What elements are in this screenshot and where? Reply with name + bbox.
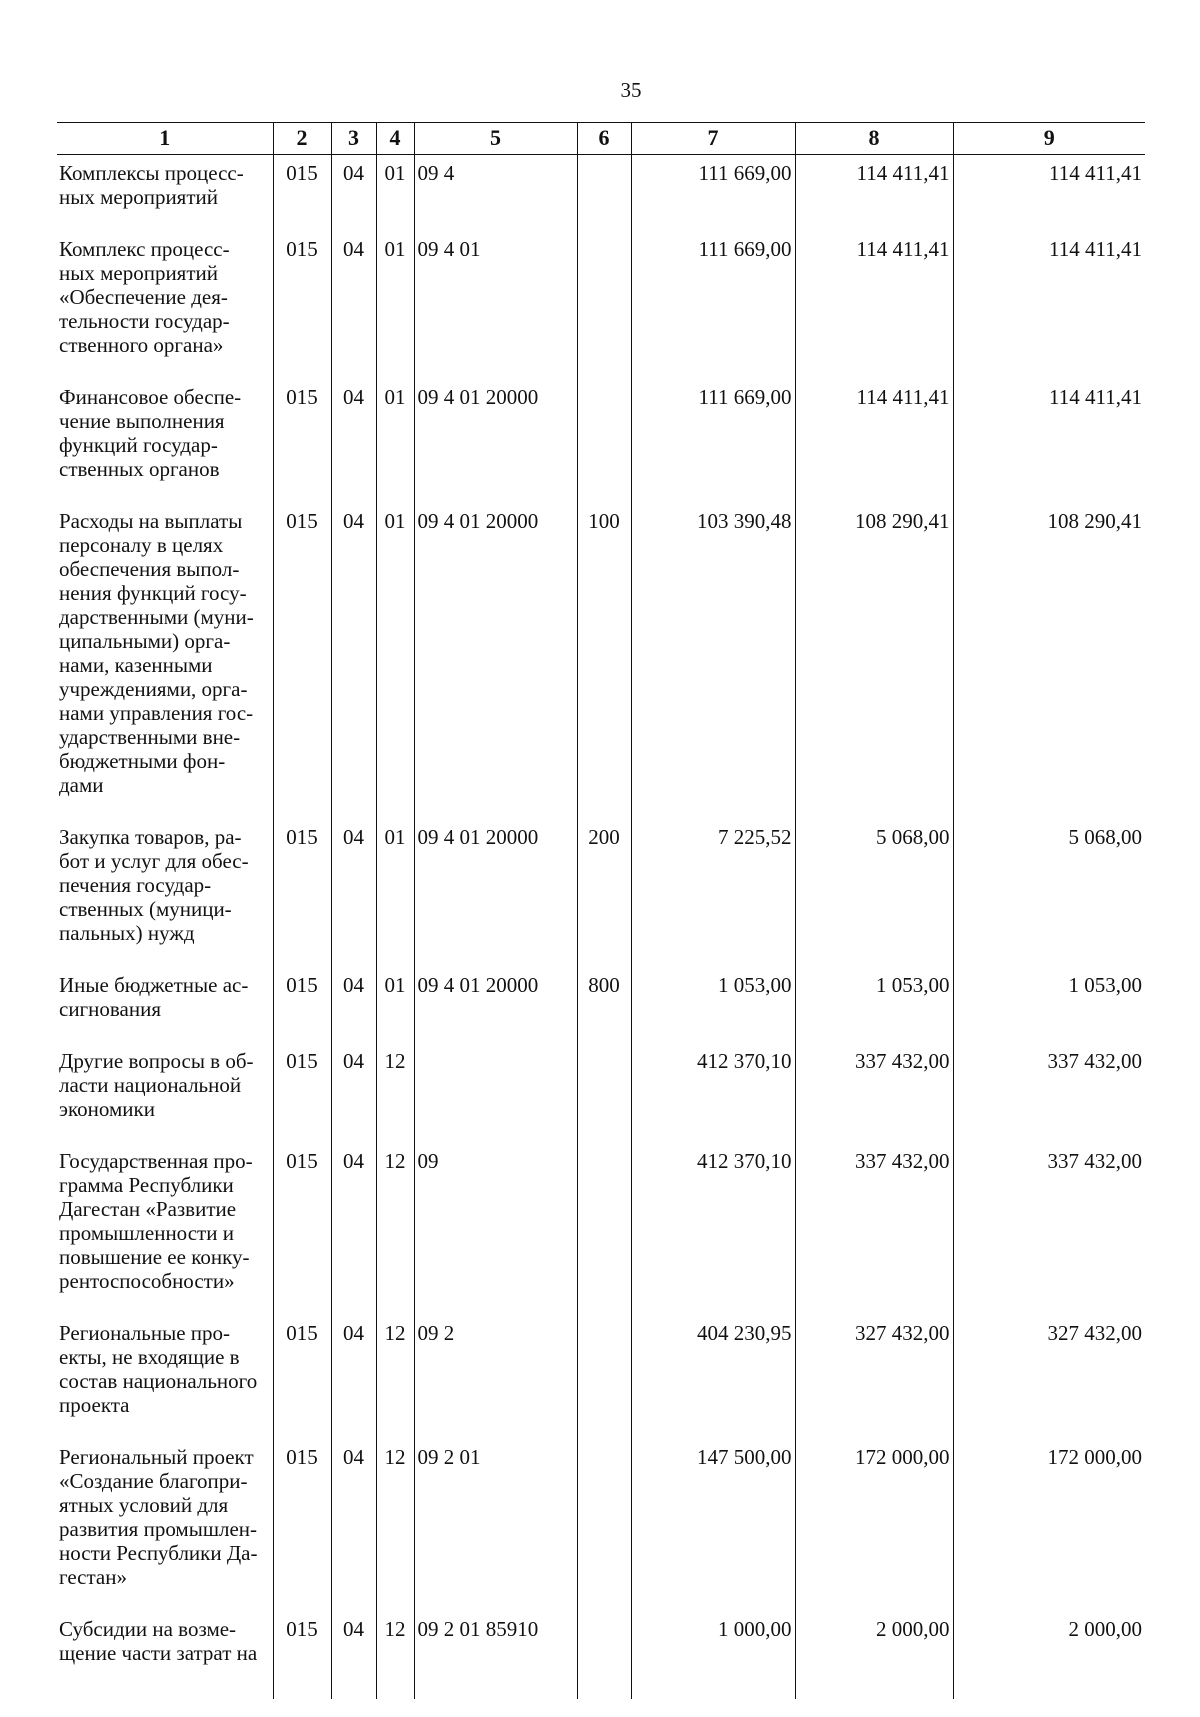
cell-c3: 04 [331, 155, 376, 232]
cell-c5: 09 4 01 [414, 231, 577, 379]
column-header: 6 [577, 123, 631, 155]
column-header: 8 [795, 123, 953, 155]
description-line: развития промышлен- [59, 1517, 258, 1541]
description-line: состав национального [59, 1369, 258, 1393]
cell-c8: 172 000,00 [795, 1439, 953, 1611]
cell-c6 [577, 1611, 631, 1699]
description-line: Комплексы процесс- [59, 161, 244, 185]
table-row [57, 1315, 1145, 1439]
row-description [57, 1439, 273, 1611]
cell-c9: 5 068,00 [953, 819, 1145, 967]
row-description [57, 819, 273, 967]
table-row [57, 503, 1145, 819]
cell-c7: 1 000,00 [631, 1611, 795, 1699]
description-line: бюджетными фон- [59, 749, 226, 773]
cell-c4: 01 [376, 503, 414, 819]
table-row [57, 155, 1145, 232]
cell-c2: 015 [273, 379, 331, 503]
description-line: чение выполнения [59, 409, 225, 433]
description-line: Другие вопросы в об- [59, 1049, 254, 1073]
description-line: ных мероприятий [59, 185, 218, 209]
description-line: нами управления гос- [59, 701, 254, 725]
table-body [57, 155, 1145, 1700]
description-line: «Создание благопри- [59, 1469, 248, 1493]
description-line: нения функций госу- [59, 581, 247, 605]
cell-c5: 09 2 01 [414, 1439, 577, 1611]
page-number: 35 [620, 78, 642, 102]
description-line: ственного органа» [59, 333, 224, 357]
description-line: тельности государ- [59, 309, 230, 333]
description-line: екты, не входящие в [59, 1345, 240, 1369]
description-line: обеспечения выпол- [59, 557, 240, 581]
cell-c7: 103 390,48 [631, 503, 795, 819]
cell-c5: 09 4 01 20000 [414, 967, 577, 1043]
cell-c3: 04 [331, 819, 376, 967]
description-line: Региональный проект [59, 1445, 254, 1469]
column-header: 2 [273, 123, 331, 155]
cell-c2: 015 [273, 967, 331, 1043]
row-description [57, 1315, 273, 1439]
description-line: «Обеспечение дея- [59, 285, 228, 309]
row-description [57, 503, 273, 819]
description-line: Иные бюджетные ас- [59, 973, 249, 997]
table-row [57, 819, 1145, 967]
cell-c5: 09 4 01 20000 [414, 819, 577, 967]
description-line: Комплекс процесс- [59, 237, 230, 261]
description-line: Государственная про- [59, 1149, 253, 1173]
description-line: ласти национальной [59, 1073, 242, 1097]
cell-c4: 01 [376, 231, 414, 379]
description-line: дами [59, 773, 104, 797]
cell-c7: 7 225,52 [631, 819, 795, 967]
cell-c2: 015 [273, 1439, 331, 1611]
cell-c3: 04 [331, 967, 376, 1043]
description-line: функций государ- [59, 433, 218, 457]
description-line: нами, казенными [59, 653, 213, 677]
description-line: ципальными) орга- [59, 629, 231, 653]
description-line: учреждениями, орга- [59, 677, 248, 701]
cell-c4: 12 [376, 1439, 414, 1611]
cell-c9: 2 000,00 [953, 1611, 1145, 1699]
description-line: экономики [59, 1097, 155, 1121]
cell-c9: 114 411,41 [953, 379, 1145, 503]
cell-c9: 108 290,41 [953, 503, 1145, 819]
cell-c4: 01 [376, 379, 414, 503]
cell-c7: 404 230,95 [631, 1315, 795, 1439]
column-header: 3 [331, 123, 376, 155]
description-line: грамма Республики [59, 1173, 234, 1197]
table-row [57, 1043, 1145, 1143]
cell-c9: 114 411,41 [953, 155, 1145, 232]
description-line: ударственными вне- [59, 725, 241, 749]
cell-c2: 015 [273, 1611, 331, 1699]
row-description [57, 379, 273, 503]
cell-c5 [414, 1043, 577, 1143]
description-line: рентоспособности» [59, 1269, 235, 1293]
cell-c8: 337 432,00 [795, 1143, 953, 1315]
row-description [57, 1611, 273, 1699]
cell-c7: 1 053,00 [631, 967, 795, 1043]
row-description [57, 1143, 273, 1315]
cell-c8: 114 411,41 [795, 155, 953, 232]
cell-c2: 015 [273, 1043, 331, 1143]
cell-c2: 015 [273, 155, 331, 232]
cell-c7: 111 669,00 [631, 379, 795, 503]
cell-c6 [577, 1439, 631, 1611]
cell-c8: 1 053,00 [795, 967, 953, 1043]
column-header: 7 [631, 123, 795, 155]
cell-c4: 12 [376, 1611, 414, 1699]
description-line: дарственными (муни- [59, 605, 254, 629]
column-header: 4 [376, 123, 414, 155]
cell-c7: 412 370,10 [631, 1143, 795, 1315]
cell-c9: 1 053,00 [953, 967, 1145, 1043]
cell-c7: 111 669,00 [631, 231, 795, 379]
cell-c6 [577, 231, 631, 379]
cell-c5: 09 4 01 20000 [414, 503, 577, 819]
budget-table [57, 122, 1145, 1699]
cell-c5: 09 2 [414, 1315, 577, 1439]
description-line: Закупка товаров, ра- [59, 825, 242, 849]
cell-c3: 04 [331, 1143, 376, 1315]
cell-c8: 114 411,41 [795, 231, 953, 379]
description-line: щение части затрат на [59, 1641, 258, 1665]
cell-c8: 114 411,41 [795, 379, 953, 503]
cell-c3: 04 [331, 231, 376, 379]
cell-c9: 337 432,00 [953, 1043, 1145, 1143]
description-line: промышленности и [59, 1221, 234, 1245]
cell-c4: 12 [376, 1143, 414, 1315]
row-description [57, 155, 273, 232]
cell-c8: 337 432,00 [795, 1043, 953, 1143]
description-line: Дагестан «Развитие [59, 1197, 237, 1221]
description-line: сигнования [59, 997, 162, 1021]
cell-c8: 327 432,00 [795, 1315, 953, 1439]
cell-c3: 04 [331, 503, 376, 819]
column-header: 9 [953, 123, 1145, 155]
cell-c4: 01 [376, 967, 414, 1043]
table-row [57, 1439, 1145, 1611]
cell-c8: 2 000,00 [795, 1611, 953, 1699]
cell-c2: 015 [273, 819, 331, 967]
cell-c3: 04 [331, 1043, 376, 1143]
description-line: ятных условий для [59, 1493, 229, 1517]
cell-c2: 015 [273, 1143, 331, 1315]
cell-c7: 111 669,00 [631, 155, 795, 232]
cell-c2: 015 [273, 503, 331, 819]
cell-c7: 412 370,10 [631, 1043, 795, 1143]
cell-c6 [577, 1315, 631, 1439]
cell-c3: 04 [331, 1315, 376, 1439]
cell-c8: 5 068,00 [795, 819, 953, 967]
row-description [57, 1043, 273, 1143]
row-description [57, 967, 273, 1043]
table-row [57, 1143, 1145, 1315]
cell-c6 [577, 155, 631, 232]
cell-c6: 800 [577, 967, 631, 1043]
cell-c5: 09 4 01 20000 [414, 379, 577, 503]
description-line: ственных органов [59, 457, 220, 481]
description-line: ных мероприятий [59, 261, 218, 285]
cell-c6 [577, 379, 631, 503]
cell-c5: 09 4 [414, 155, 577, 232]
cell-c6: 200 [577, 819, 631, 967]
cell-c5: 09 [414, 1143, 577, 1315]
cell-c4: 01 [376, 819, 414, 967]
description-line: гестан» [59, 1565, 127, 1589]
cell-c3: 04 [331, 379, 376, 503]
cell-c3: 04 [331, 1439, 376, 1611]
description-line: Субсидии на возме- [59, 1617, 237, 1641]
cell-c6 [577, 1043, 631, 1143]
description-line: печения государ- [59, 873, 212, 897]
cell-c6: 100 [577, 503, 631, 819]
description-line: повышение ее конку- [59, 1245, 250, 1269]
column-header: 5 [414, 123, 577, 155]
description-line: Расходы на выплаты [59, 509, 243, 533]
description-line: ственных (муници- [59, 897, 232, 921]
description-line: проекта [59, 1393, 130, 1417]
description-line: Финансовое обеспе- [59, 385, 242, 409]
cell-c2: 015 [273, 231, 331, 379]
description-line: ности Республики Да- [59, 1541, 258, 1565]
column-header: 1 [57, 123, 273, 155]
cell-c9: 327 432,00 [953, 1315, 1145, 1439]
description-line: Региональные про- [59, 1321, 231, 1345]
cell-c6 [577, 1143, 631, 1315]
row-description [57, 231, 273, 379]
table-row [57, 1611, 1145, 1699]
cell-c5: 09 2 01 85910 [414, 1611, 577, 1699]
cell-c4: 12 [376, 1043, 414, 1143]
cell-c4: 01 [376, 155, 414, 232]
description-line: пальных) нужд [59, 921, 195, 945]
cell-c9: 114 411,41 [953, 231, 1145, 379]
cell-c9: 172 000,00 [953, 1439, 1145, 1611]
cell-c8: 108 290,41 [795, 503, 953, 819]
cell-c3: 04 [331, 1611, 376, 1699]
table-row [57, 231, 1145, 379]
table-row [57, 967, 1145, 1043]
cell-c9: 337 432,00 [953, 1143, 1145, 1315]
cell-c7: 147 500,00 [631, 1439, 795, 1611]
header-row [57, 123, 1145, 155]
description-line: бот и услуг для обес- [59, 849, 249, 873]
description-line: персоналу в целях [59, 533, 224, 557]
cell-c2: 015 [273, 1315, 331, 1439]
cell-c4: 12 [376, 1315, 414, 1439]
table-row [57, 379, 1145, 503]
